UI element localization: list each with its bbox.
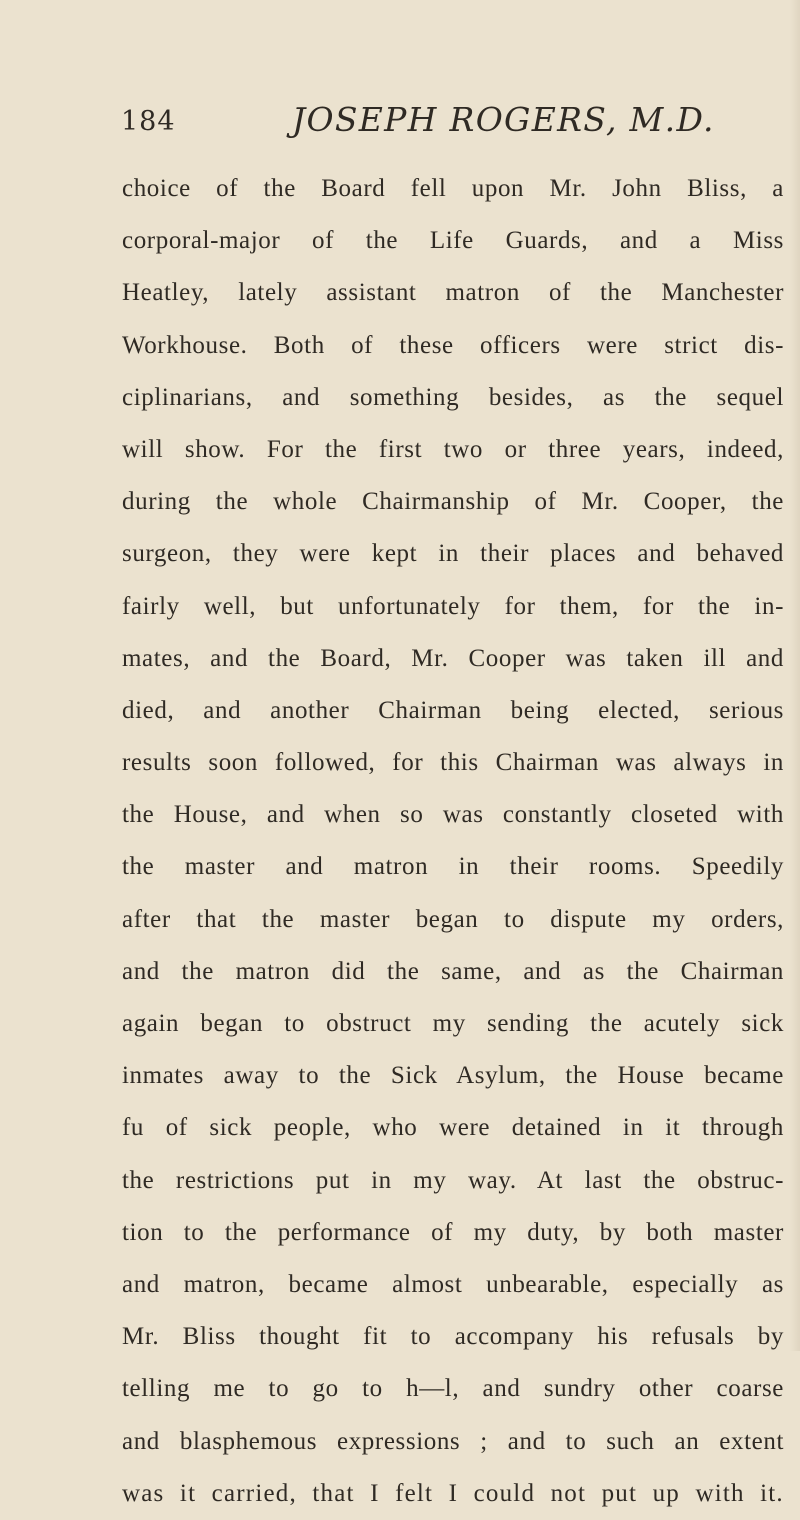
page-edge-shadow xyxy=(790,0,800,1351)
text-line: Mr. Bliss thought fit to accompany his refusals by xyxy=(122,1323,784,1351)
running-head xyxy=(121,100,721,150)
text-line: and blasphemous expressions ; and to such an extent xyxy=(122,1427,784,1455)
text-line: the master and matron in their rooms. Speedily xyxy=(122,853,784,881)
text-line: choice of the Board fell upon Mr. John Bliss, a xyxy=(122,175,784,202)
page-number: 184 xyxy=(121,106,176,137)
body-text xyxy=(122,163,784,1520)
text-line: and the matron did the same, and as the Chairman xyxy=(122,957,784,985)
text-line: after that the master began to dispute my orders, xyxy=(122,905,784,933)
text-line: mates, and the Board, Mr. Cooper was taken ill and xyxy=(122,644,784,672)
text-line: ciplinarians, and something besides, as the sequel xyxy=(122,383,784,411)
text-line: results soon followed, for this Chairman was always in xyxy=(122,749,784,777)
text-line: during the whole Chairmanship of Mr. Cooper, the xyxy=(122,488,784,516)
text-line: tion to the performance of my duty, by both master xyxy=(122,1218,784,1246)
text-line: was it carried, that I felt I could not put up with it. xyxy=(122,1479,784,1507)
text-line: died, and another Chairman being elected, serious xyxy=(122,696,784,724)
text-line: and matron, became almost unbearable, especially as xyxy=(122,1270,784,1298)
text-line: corporal-major of the Life Guards, and a Miss xyxy=(122,227,784,255)
text-line: Heatley, lately assistant matron of the Manchester xyxy=(122,279,784,307)
text-line: fu of sick people, who were detained in it through xyxy=(122,1114,784,1142)
text-line: again began to obstruct my sending the acutely sick xyxy=(122,1010,784,1037)
text-line: surgeon, they were kept in their places and behaved xyxy=(122,540,784,568)
text-line: inmates away to the Sick Asylum, the House became xyxy=(122,1062,784,1090)
text-line: the restrictions put in my way. At last the obstruc- xyxy=(122,1166,784,1194)
running-title: JOSEPH ROGERS, M.D. xyxy=(292,100,715,139)
text-line: will show. For the first two or three years, indeed, xyxy=(122,435,784,463)
text-line: Workhouse. Both of these officers were strict dis- xyxy=(122,331,784,359)
text-line: telling me to go to h—l, and sundry other coarse xyxy=(122,1375,784,1403)
text-line: the House, and when so was constantly closeted with xyxy=(122,801,784,829)
text-line: fairly well, but unfortunately for them, for the in- xyxy=(122,592,784,620)
